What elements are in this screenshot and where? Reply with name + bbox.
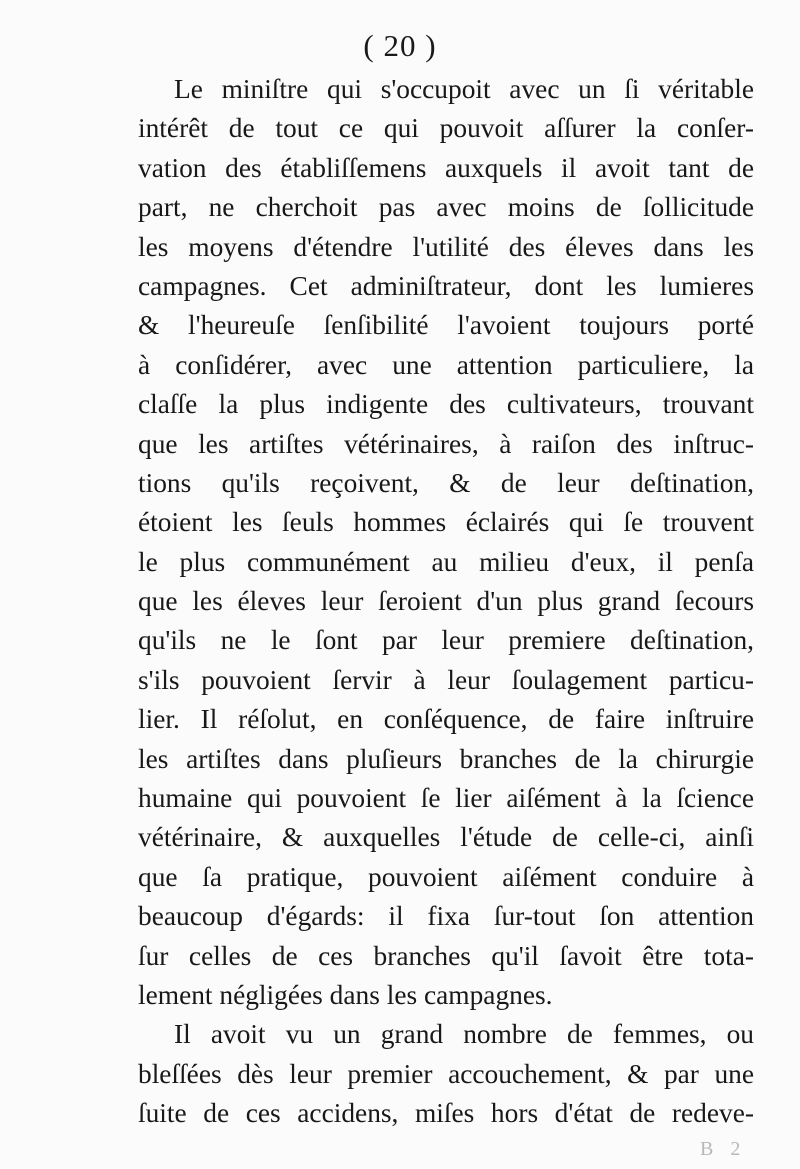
text-line: Le miniſtre qui s'occupoit avec un ſi véritable [174, 74, 754, 104]
page-number: ( 20 ) [363, 28, 437, 63]
text-line: intérêt de tout ce qui pouvoit aſſurer la conſer- [138, 113, 754, 144]
printer-signature-mark: B 2 [700, 1138, 747, 1160]
text-line: vation des établiſſemens auxquels il avoit tant de [138, 152, 754, 183]
text-line: bleſſées dès leur premier accouchement, & par une [138, 1058, 754, 1089]
text-line: à conſidérer, avec une attention particuliere, la [138, 349, 754, 380]
text-line: vétérinaire, & auxquelles l'étude de celle-ci, ainſi [138, 822, 754, 853]
text-line: les moyens d'étendre l'utilité des éleves dans les [138, 231, 754, 262]
text-line: lement négligées dans les campagnes. [138, 979, 553, 1010]
text-line: étoient les ſeuls hommes éclairés qui ſe trouvent [138, 507, 754, 538]
text-line: part, ne cherchoit pas avec moins de ſollicitude [138, 192, 754, 223]
text-line: qu'ils ne le ſont par leur premiere deſtination, [138, 625, 754, 656]
text-line: le plus communément au milieu d'eux, il penſa [138, 546, 754, 577]
text-line: les artiſtes dans pluſieurs branches de la chirurgie [138, 743, 754, 774]
text-line: Il avoit vu un grand nombre de femmes, ou [174, 1019, 754, 1050]
text-line: que ſa pratique, pouvoient aiſément conduire à [138, 861, 754, 892]
text-line: ſur celles de ces branches qu'il ſavoit être tota- [138, 940, 754, 971]
text-line: tions qu'ils reçoivent, & de leur deſtination, [138, 467, 754, 498]
text-line: ſuite de ces accidens, miſes hors d'état de redeve- [138, 1098, 754, 1129]
text-line: s'ils pouvoient ſervir à leur ſoulagement particu- [138, 664, 754, 695]
text-line: que les artiſtes vétérinaires, à raiſon des inſtruc- [138, 428, 754, 459]
text-line: claſſe la plus indigente des cultivateurs, trouvant [138, 389, 754, 420]
text-line: & l'heureuſe ſenſibilité l'avoient toujours porté [138, 310, 754, 341]
body-text [138, 70, 754, 1134]
text-line: lier. Il réſolut, en conſéquence, de faire inſtruire [138, 704, 754, 735]
text-line: beaucoup d'égards: il fixa ſur-tout ſon attention [138, 901, 754, 932]
text-line: campagnes. Cet adminiſtrateur, dont les lumieres [138, 270, 754, 301]
text-line: que les éleves leur ſeroient d'un plus grand ſecours [138, 586, 754, 617]
text-line: humaine qui pouvoient ſe lier aiſément à la ſcience [138, 783, 754, 814]
